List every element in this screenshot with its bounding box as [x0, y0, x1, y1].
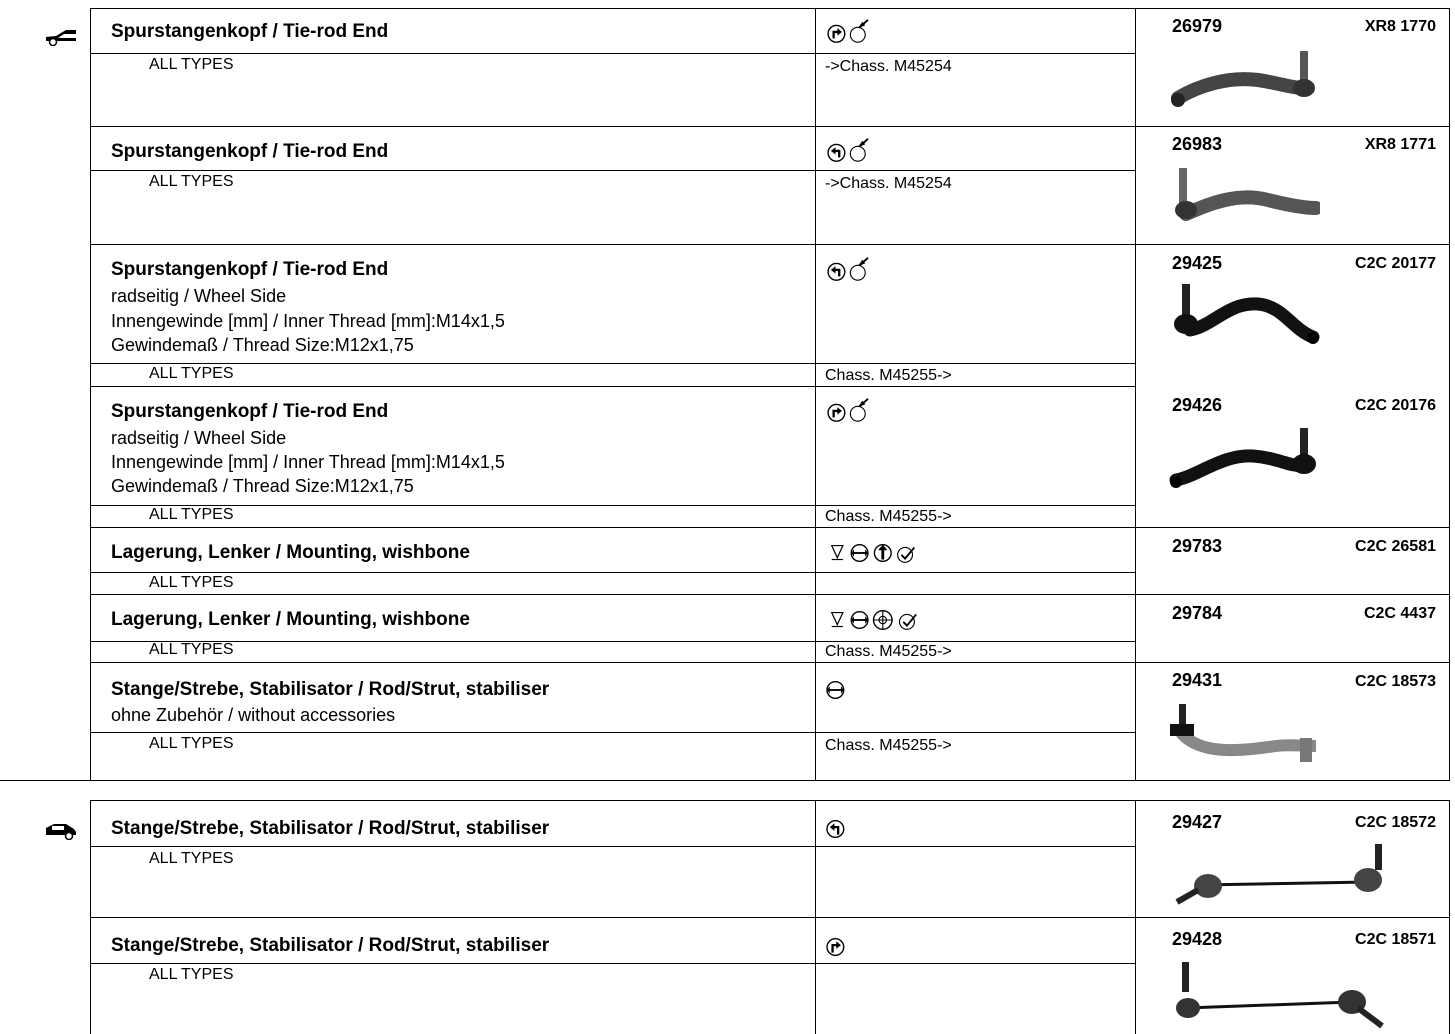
- part-number: 26983: [1172, 134, 1223, 154]
- stabiliser-link-image: [1166, 702, 1316, 770]
- reference-number: C2C 18571: [1355, 931, 1436, 948]
- stabiliser-link-image: [1172, 958, 1394, 1030]
- reference-number: XR8 1770: [1364, 18, 1436, 35]
- column-divider: [90, 8, 91, 780]
- part-number: 29431: [1172, 670, 1223, 690]
- item-title: Lagerung, Lenker / Mounting, wishbone: [111, 609, 470, 630]
- item-types: ALL TYPES: [149, 365, 234, 382]
- item-title: Spurstangenkopf / Tie-rod End: [111, 141, 389, 162]
- item-title: Spurstangenkopf / Tie-rod End: [111, 21, 389, 42]
- chassis-range: ->Chass. M45254: [825, 175, 952, 192]
- column-divider: [815, 8, 816, 780]
- item-title: Spurstangenkopf / Tie-rod End: [111, 259, 389, 280]
- both-sides-symbol: [825, 677, 855, 703]
- reference-number: C2C 26581: [1355, 538, 1436, 555]
- crosshair-symbol: [825, 607, 935, 633]
- part-number: 29426: [1172, 395, 1223, 415]
- chassis-range: Chass. M45255->: [825, 737, 952, 754]
- row-separator: [90, 126, 1450, 127]
- part-number: 29783: [1172, 536, 1223, 556]
- row-separator: [90, 594, 1450, 595]
- item-types: ALL TYPES: [149, 173, 234, 190]
- rear-car-icon: [44, 822, 78, 840]
- item-detail: Gewindemaß / Thread Size:M12x1,75: [111, 476, 414, 496]
- column-divider: [1135, 8, 1136, 780]
- types-separator: [90, 363, 1136, 364]
- chassis-range: ->Chass. M45254: [825, 58, 952, 75]
- row-separator: [90, 780, 1450, 781]
- part-number: 26979: [1172, 16, 1223, 36]
- item-detail: radseitig / Wheel Side: [111, 286, 287, 306]
- row-separator: [90, 527, 1450, 528]
- left-turn-symbol: [825, 256, 885, 282]
- item-detail: Gewindemaß / Thread Size:M12x1,75: [111, 335, 414, 355]
- item-types: ALL TYPES: [149, 966, 234, 983]
- chassis-range: Chass. M45255->: [825, 643, 952, 660]
- item-types: ALL TYPES: [149, 735, 234, 752]
- row-separator: [90, 8, 1450, 9]
- tie-rod-end-image: [1168, 282, 1328, 354]
- types-separator: [90, 846, 1136, 847]
- item-detail: ohne Zubehör / without accessories: [111, 705, 396, 725]
- tie-rod-end-image: [1168, 424, 1328, 500]
- types-separator: [90, 505, 1136, 506]
- item-title: Stange/Strebe, Stabilisator / Rod/Strut, stabiliser: [111, 818, 550, 839]
- reference-number: XR8 1771: [1364, 136, 1436, 153]
- item-types: ALL TYPES: [149, 641, 234, 658]
- row-separator: [90, 917, 1450, 918]
- item-detail: Innengewinde [mm] / Inner Thread [mm]:M14x1,5: [111, 452, 505, 472]
- part-number: 29428: [1172, 929, 1223, 949]
- types-separator: [90, 170, 1136, 171]
- item-types: ALL TYPES: [149, 56, 234, 73]
- left-turn-symbol: [825, 137, 885, 163]
- item-title: Stange/Strebe, Stabilisator / Rod/Strut, stabiliser: [111, 679, 550, 700]
- item-detail: Innengewinde [mm] / Inner Thread [mm]:M14x1,5: [111, 311, 505, 331]
- reference-number: C2C 20177: [1355, 255, 1436, 272]
- right-turn-symbol: [825, 397, 885, 423]
- tie-rod-end-left-image: [1168, 164, 1320, 240]
- types-separator: [90, 641, 1136, 642]
- reference-number: C2C 18573: [1355, 673, 1436, 690]
- types-separator: [90, 572, 1136, 573]
- lower-symbol: [825, 540, 935, 566]
- right-turn-symbol: [825, 934, 855, 960]
- item-types: ALL TYPES: [149, 506, 234, 523]
- row-separator: [90, 662, 1450, 663]
- types-separator: [90, 53, 1136, 54]
- chassis-range: Chass. M45255->: [825, 508, 952, 525]
- item-title: Spurstangenkopf / Tie-rod End: [111, 401, 389, 422]
- types-separator: [90, 732, 1136, 733]
- row-separator: [90, 244, 1450, 245]
- right-turn-symbol: [825, 18, 885, 44]
- chassis-range: Chass. M45255->: [825, 367, 952, 384]
- row-separator: [90, 386, 1136, 387]
- section-separator: [0, 780, 90, 781]
- stabiliser-link-image: [1172, 840, 1394, 912]
- item-title: Lagerung, Lenker / Mounting, wishbone: [111, 542, 470, 563]
- item-types: ALL TYPES: [149, 574, 234, 591]
- part-number: 29425: [1172, 253, 1223, 273]
- row-separator: [90, 800, 1450, 801]
- column-divider: [1449, 8, 1450, 780]
- types-separator: [90, 963, 1136, 964]
- left-turn-symbol: [825, 816, 855, 842]
- part-number: 29784: [1172, 603, 1223, 623]
- item-detail: radseitig / Wheel Side: [111, 428, 287, 448]
- reference-number: C2C 20176: [1355, 397, 1436, 414]
- part-number: 29427: [1172, 812, 1223, 832]
- tie-rod-end-right-image: [1168, 46, 1326, 120]
- reference-number: C2C 18572: [1355, 814, 1436, 831]
- reference-number: C2C 4437: [1363, 605, 1436, 622]
- front-car-icon: [44, 28, 78, 46]
- item-types: ALL TYPES: [149, 850, 234, 867]
- item-title: Stange/Strebe, Stabilisator / Rod/Strut, stabiliser: [111, 935, 550, 956]
